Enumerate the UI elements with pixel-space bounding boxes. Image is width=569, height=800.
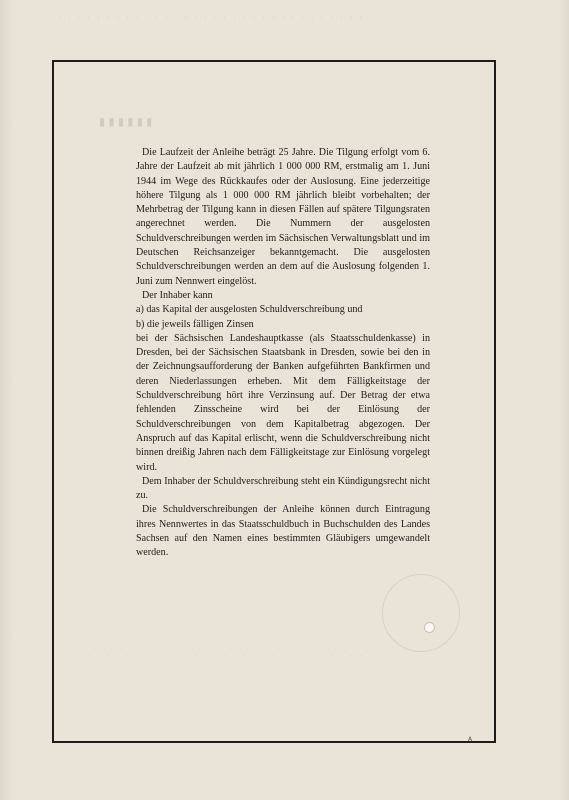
paragraph-term: Die Laufzeit der Anleihe beträgt 25 Jahre. Die Tilgung erfolgt vom 6. Jahre der Laufzeit ab mit jährlich 1 000 000 RM, erstmalig am 1. Juni 1944 im Wege des Rückkaufes oder der Auslosung. Eine jederzeitige höhere Tilgung als 1 000 000 RM jährlich bleibt vorbehalten; der Mehrbetrag der Tilgung kann in diesen Fällen auf spätere Tilgungsraten angerechnet werden. Die Nummern der ausgelosten Schuldverschreibungen werden im Sächsischen Verwaltungsblatt und im Deutschen Reichsanzeiger bekanntgemacht. Die ausgelosten Schuldverschreibungen werden an dem auf die Auslosung folgenden 1. Juni zum Nennwert eingelöst. xyxy=(136,147,430,287)
corner-mark: A xyxy=(468,736,473,743)
body-text xyxy=(136,146,430,561)
paragraph-no-termination: Dem Inhaber der Schuldverschreibung steht ein Kündigungsrecht nicht zu. xyxy=(136,475,430,502)
paragraph-conversion: Die Schuldverschreibungen der Anleihe können durch Eintragung ihres Nennwertes in das Staatsschuldbuch in Buchschulden des Landes Sachsen auf den Namen eines bestimmten Gläubigers umgewandelt werden. xyxy=(136,504,430,559)
list-item-b: b) die jeweils fälligen Zinsen xyxy=(136,318,254,330)
bleed-through-text: · · · · · · · · · · · · · · · · · · · · · · · · · · · · · · · · xyxy=(58,14,365,24)
list-item-a: a) das Kapital der ausgelosten Schuldverschreibung und xyxy=(136,304,363,316)
bleed-through-serial: ▮▮▮▮▮▮ xyxy=(98,114,155,130)
paragraph-holder-intro: Der Inhaber kann xyxy=(142,289,213,301)
bleed-through-text-lower: · · · · · · · · · · · · · · · · · · · · · · · · · · · · · · · · xyxy=(58,652,365,662)
paragraph-payment: bei der Sächsischen Landeshauptkasse (als Staatsschuldenkasse) in Dresden, bei der Sächsischen Staatsbank in Dresden, sowie bei den in der Zeichnungsaufforderung der Banken aufgeführten Bankfirmen und deren Niederlassungen erheben. Mit dem Fälligkeitstage der Schuldverschreibung hört ihre Verzinsung auf. Der Betrag der etwa fehlenden Zinsscheine wird bei der Einlösung der Schuldverschreibungen von dem Kapitalbetrag abgezogen. Der Anspruch auf das Kapital erlischt, wenn die Schuldverschreibung nicht binnen dreißig Jahren nach dem Fälligkeitstage zur Einlösung vorgelegt wird. xyxy=(136,332,430,473)
punch-hole xyxy=(424,622,435,633)
faded-stamp xyxy=(382,574,460,652)
